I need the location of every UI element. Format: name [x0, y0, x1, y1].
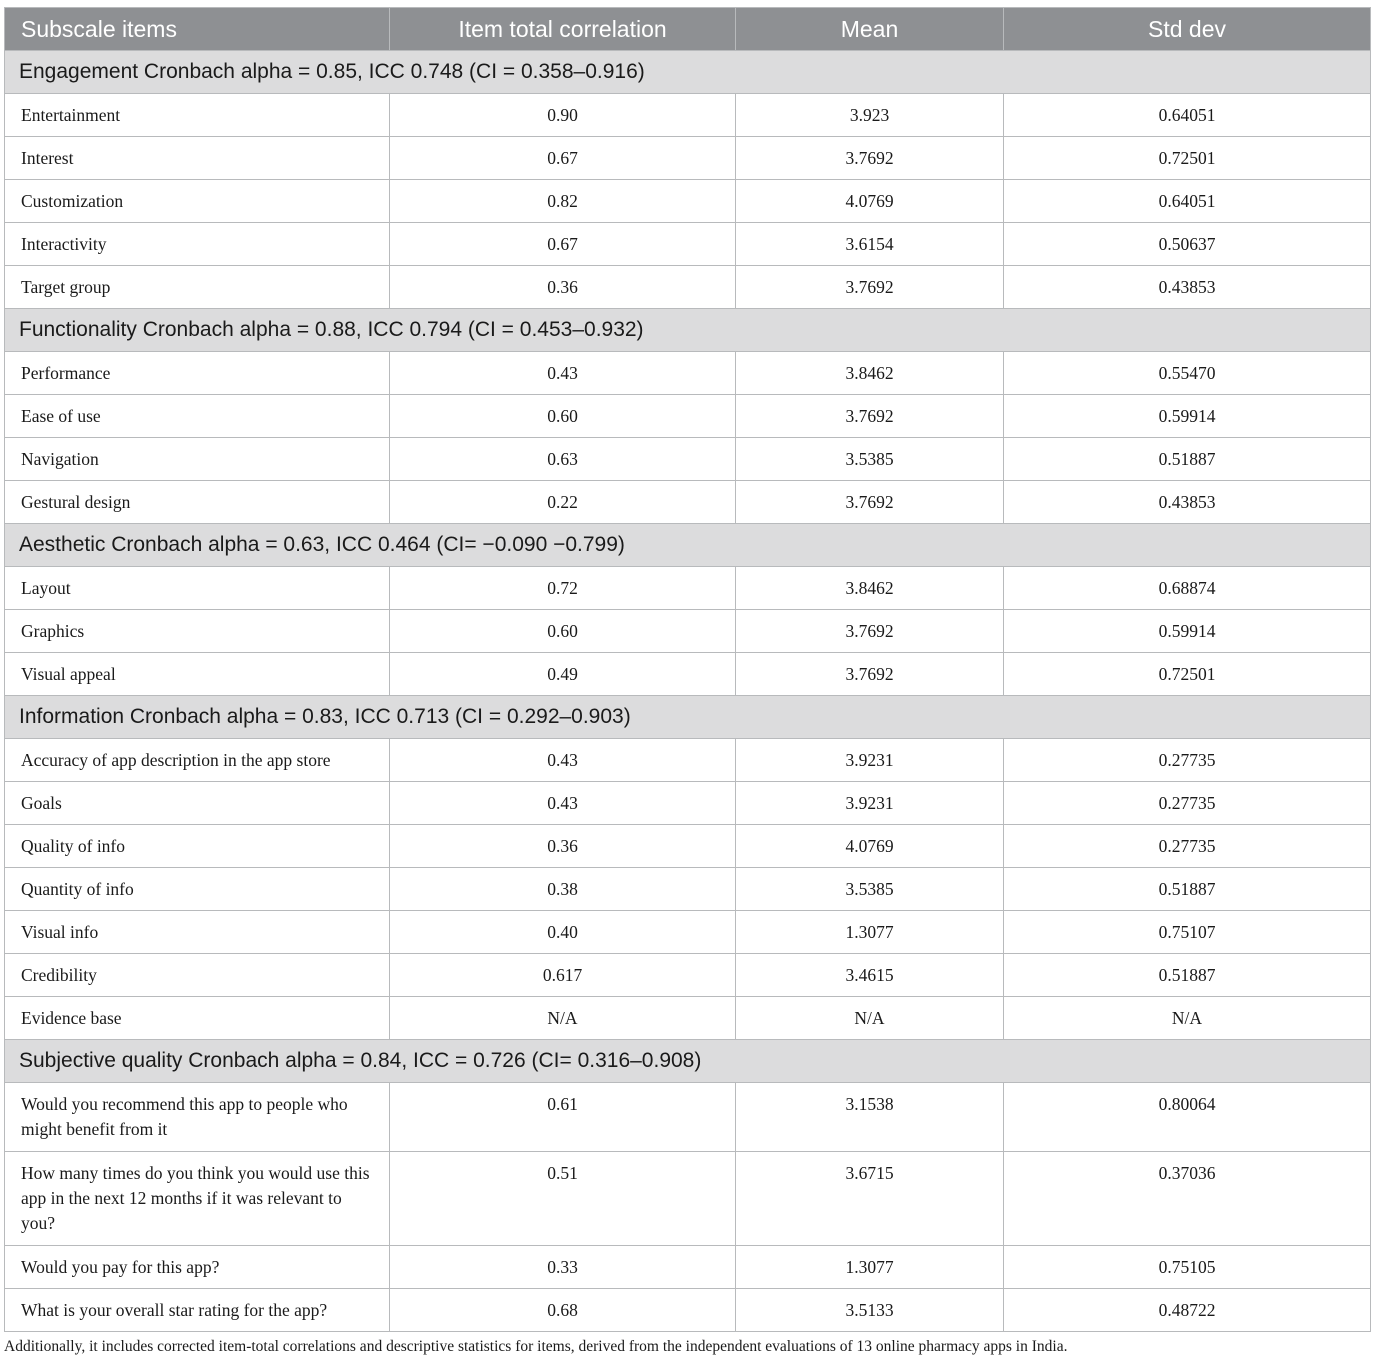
table-row: [5, 1152, 1371, 1246]
item-mean: 3.5385: [736, 438, 1004, 481]
item-correlation: 0.60: [390, 610, 736, 653]
item-correlation: 0.68: [390, 1289, 736, 1332]
table-row: [5, 1083, 1371, 1152]
item-label: Gestural design: [5, 481, 390, 524]
item-label: Interest: [5, 137, 390, 180]
table-footnote: Additionally, it includes corrected item-total correlations and descriptive statistics for items, derived from the independent evaluations of 13 online pharmacy apps in India.: [4, 1338, 1068, 1355]
item-correlation: 0.617: [390, 954, 736, 997]
item-correlation: 0.40: [390, 911, 736, 954]
table-row: [5, 868, 1371, 911]
table-row: [5, 180, 1371, 223]
item-correlation: 0.43: [390, 782, 736, 825]
table-row: [5, 352, 1371, 395]
item-correlation: 0.49: [390, 653, 736, 696]
section-row-information: [5, 696, 1371, 739]
item-correlation: 0.90: [390, 94, 736, 137]
item-mean: 3.7692: [736, 137, 1004, 180]
item-label: Would you recommend this app to people who might benefit from it: [5, 1083, 390, 1152]
item-mean: 1.3077: [736, 1246, 1004, 1289]
table-row: [5, 610, 1371, 653]
item-correlation: 0.43: [390, 739, 736, 782]
item-std-dev: 0.72501: [1004, 137, 1371, 180]
table-body: [5, 51, 1371, 1332]
table-row: [5, 438, 1371, 481]
section-title: Engagement Cronbach alpha = 0.85, ICC 0.748 (CI = 0.358–0.916): [5, 51, 1371, 94]
item-mean: 3.6715: [736, 1152, 1004, 1246]
table-row: [5, 997, 1371, 1040]
table-row: [5, 395, 1371, 438]
item-mean: 3.5385: [736, 868, 1004, 911]
item-mean: 3.7692: [736, 610, 1004, 653]
header-std-dev: Std dev: [1004, 8, 1371, 51]
item-mean: 3.7692: [736, 395, 1004, 438]
table-row: [5, 911, 1371, 954]
section-title: Aesthetic Cronbach alpha = 0.63, ICC 0.464 (CI= −0.090 −0.799): [5, 524, 1371, 567]
section-title: Functionality Cronbach alpha = 0.88, ICC 0.794 (CI = 0.453–0.932): [5, 309, 1371, 352]
item-std-dev: 0.75107: [1004, 911, 1371, 954]
item-std-dev: 0.75105: [1004, 1246, 1371, 1289]
item-correlation: 0.43: [390, 352, 736, 395]
item-std-dev: 0.48722: [1004, 1289, 1371, 1332]
item-correlation: 0.22: [390, 481, 736, 524]
table-row: [5, 653, 1371, 696]
table-header: [5, 8, 1371, 51]
section-row-subjective-quality: [5, 1040, 1371, 1083]
item-label: Evidence base: [5, 997, 390, 1040]
item-std-dev: 0.59914: [1004, 395, 1371, 438]
table-container: [4, 7, 1370, 1332]
item-mean: 4.0769: [736, 825, 1004, 868]
item-std-dev: N/A: [1004, 997, 1371, 1040]
table-row: [5, 94, 1371, 137]
table-row: [5, 266, 1371, 309]
section-title: Subjective quality Cronbach alpha = 0.84, ICC = 0.726 (CI= 0.316–0.908): [5, 1040, 1371, 1083]
item-label: Accuracy of app description in the app store: [5, 739, 390, 782]
item-label: Navigation: [5, 438, 390, 481]
item-label: Interactivity: [5, 223, 390, 266]
item-std-dev: 0.51887: [1004, 954, 1371, 997]
item-correlation: 0.67: [390, 223, 736, 266]
subscale-table: [4, 7, 1371, 1332]
item-label: Would you pay for this app?: [5, 1246, 390, 1289]
item-label: Layout: [5, 567, 390, 610]
item-std-dev: 0.59914: [1004, 610, 1371, 653]
item-correlation: N/A: [390, 997, 736, 1040]
item-correlation: 0.67: [390, 137, 736, 180]
section-row-aesthetic: [5, 524, 1371, 567]
item-mean: 1.3077: [736, 911, 1004, 954]
item-correlation: 0.51: [390, 1152, 736, 1246]
item-std-dev: 0.68874: [1004, 567, 1371, 610]
item-mean: 3.9231: [736, 782, 1004, 825]
header-row: [5, 8, 1371, 51]
item-std-dev: 0.43853: [1004, 266, 1371, 309]
item-label: Visual appeal: [5, 653, 390, 696]
item-std-dev: 0.43853: [1004, 481, 1371, 524]
table-row: [5, 782, 1371, 825]
item-mean: 3.4615: [736, 954, 1004, 997]
item-label: Customization: [5, 180, 390, 223]
item-std-dev: 0.51887: [1004, 438, 1371, 481]
item-correlation: 0.63: [390, 438, 736, 481]
item-std-dev: 0.27735: [1004, 825, 1371, 868]
table-row: [5, 223, 1371, 266]
item-correlation: 0.82: [390, 180, 736, 223]
item-correlation: 0.36: [390, 825, 736, 868]
item-label: Credibility: [5, 954, 390, 997]
header-mean: Mean: [736, 8, 1004, 51]
table-row: [5, 825, 1371, 868]
section-title: Information Cronbach alpha = 0.83, ICC 0.713 (CI = 0.292–0.903): [5, 696, 1371, 739]
item-std-dev: 0.50637: [1004, 223, 1371, 266]
item-mean: 3.5133: [736, 1289, 1004, 1332]
item-label: Goals: [5, 782, 390, 825]
item-std-dev: 0.55470: [1004, 352, 1371, 395]
item-mean: 3.6154: [736, 223, 1004, 266]
item-label: Target group: [5, 266, 390, 309]
item-label: Quantity of info: [5, 868, 390, 911]
table-row: [5, 954, 1371, 997]
item-std-dev: 0.72501: [1004, 653, 1371, 696]
item-correlation: 0.72: [390, 567, 736, 610]
item-label: How many times do you think you would use this app in the next 12 months if it was relevant to you?: [5, 1152, 390, 1246]
item-mean: 4.0769: [736, 180, 1004, 223]
item-std-dev: 0.64051: [1004, 94, 1371, 137]
item-std-dev: 0.80064: [1004, 1083, 1371, 1152]
item-label: What is your overall star rating for the app?: [5, 1289, 390, 1332]
item-label: Graphics: [5, 610, 390, 653]
section-row-engagement: [5, 51, 1371, 94]
item-correlation: 0.36: [390, 266, 736, 309]
item-label: Visual info: [5, 911, 390, 954]
item-mean: 3.9231: [736, 739, 1004, 782]
table-row: [5, 1289, 1371, 1332]
item-mean: 3.923: [736, 94, 1004, 137]
table-row: [5, 567, 1371, 610]
item-std-dev: 0.64051: [1004, 180, 1371, 223]
item-mean: 3.7692: [736, 481, 1004, 524]
section-row-functionality: [5, 309, 1371, 352]
item-mean: 3.1538: [736, 1083, 1004, 1152]
table-row: [5, 137, 1371, 180]
item-std-dev: 0.51887: [1004, 868, 1371, 911]
item-correlation: 0.61: [390, 1083, 736, 1152]
item-correlation: 0.60: [390, 395, 736, 438]
item-label: Entertainment: [5, 94, 390, 137]
item-label: Ease of use: [5, 395, 390, 438]
item-mean: N/A: [736, 997, 1004, 1040]
header-subscale-items: Subscale items: [5, 8, 390, 51]
item-std-dev: 0.27735: [1004, 782, 1371, 825]
table-row: [5, 739, 1371, 782]
header-item-total-correlation: Item total correlation: [390, 8, 736, 51]
item-label: Quality of info: [5, 825, 390, 868]
item-mean: 3.7692: [736, 266, 1004, 309]
item-mean: 3.8462: [736, 352, 1004, 395]
item-mean: 3.7692: [736, 653, 1004, 696]
item-correlation: 0.33: [390, 1246, 736, 1289]
table-row: [5, 481, 1371, 524]
item-mean: 3.8462: [736, 567, 1004, 610]
item-correlation: 0.38: [390, 868, 736, 911]
table-row: [5, 1246, 1371, 1289]
item-label: Performance: [5, 352, 390, 395]
item-std-dev: 0.27735: [1004, 739, 1371, 782]
item-std-dev: 0.37036: [1004, 1152, 1371, 1246]
